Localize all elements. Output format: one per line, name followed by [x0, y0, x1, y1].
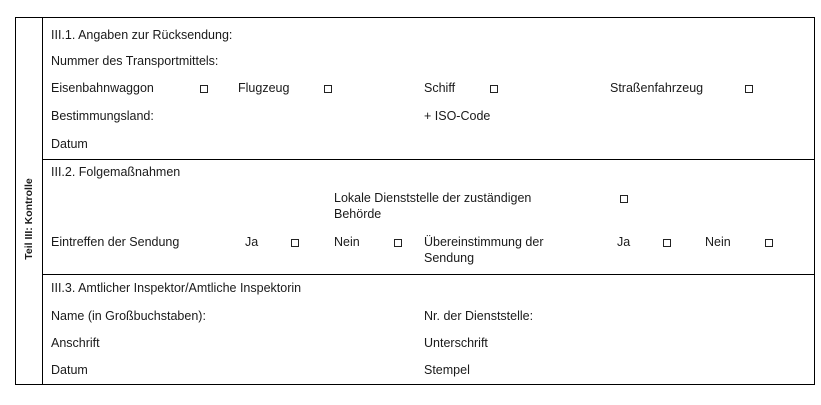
road-vehicle-label: Straßenfahrzeug [610, 81, 704, 95]
section-3-title: III.3. Amtlicher Inspektor/Amtliche Inspektorin [51, 281, 302, 295]
address-label: Anschrift [51, 336, 100, 350]
section-divider [43, 159, 814, 160]
rail-label: Eisenbahnwaggon [51, 81, 154, 95]
arrival-label: Eintreffen der Sendung [51, 235, 180, 249]
ship-label: Schiff [424, 81, 456, 95]
arrival-no-label: Nein [334, 235, 360, 249]
rail-checkbox[interactable] [200, 85, 208, 93]
plane-label: Flugzeug [238, 81, 290, 95]
section-1-title: III.1. Angaben zur Rücksendung: [51, 28, 233, 42]
local-office-label-line2: Behörde [334, 207, 382, 221]
conformity-no-checkbox[interactable] [765, 239, 773, 247]
conformity-yes-checkbox[interactable] [663, 239, 671, 247]
ship-checkbox[interactable] [490, 85, 498, 93]
arrival-yes-label: Ja [245, 235, 259, 249]
date-label: Datum [51, 137, 88, 151]
local-office-checkbox[interactable] [620, 195, 628, 203]
side-label: Teil III: Kontrolle [23, 178, 35, 260]
destination-country-label: Bestimmungsland: [51, 109, 154, 123]
iso-code-label: + ISO-Code [424, 109, 491, 123]
office-number-label: Nr. der Dienststelle: [424, 309, 534, 323]
section-divider [43, 274, 814, 275]
conformity-label: Übereinstimmung der [424, 235, 544, 249]
side-label-column [16, 18, 43, 384]
section-2-title: III.2. Folgemaßnahmen [51, 165, 181, 179]
signature-label: Unterschrift [424, 336, 488, 350]
plane-checkbox[interactable] [324, 85, 332, 93]
conformity-label-line2: Sendung [424, 251, 475, 265]
conformity-yes-label: Ja [617, 235, 631, 249]
local-office-label: Lokale Dienststelle der zuständigen [334, 191, 532, 205]
date-label-2: Datum [51, 363, 88, 377]
arrival-no-checkbox[interactable] [394, 239, 402, 247]
control-form [15, 17, 815, 385]
transport-number-label: Nummer des Transportmittels: [51, 54, 219, 68]
arrival-yes-checkbox[interactable] [291, 239, 299, 247]
road-vehicle-checkbox[interactable] [745, 85, 753, 93]
conformity-no-label: Nein [705, 235, 731, 249]
name-label: Name (in Großbuchstaben): [51, 309, 206, 323]
stamp-label: Stempel [424, 363, 470, 377]
